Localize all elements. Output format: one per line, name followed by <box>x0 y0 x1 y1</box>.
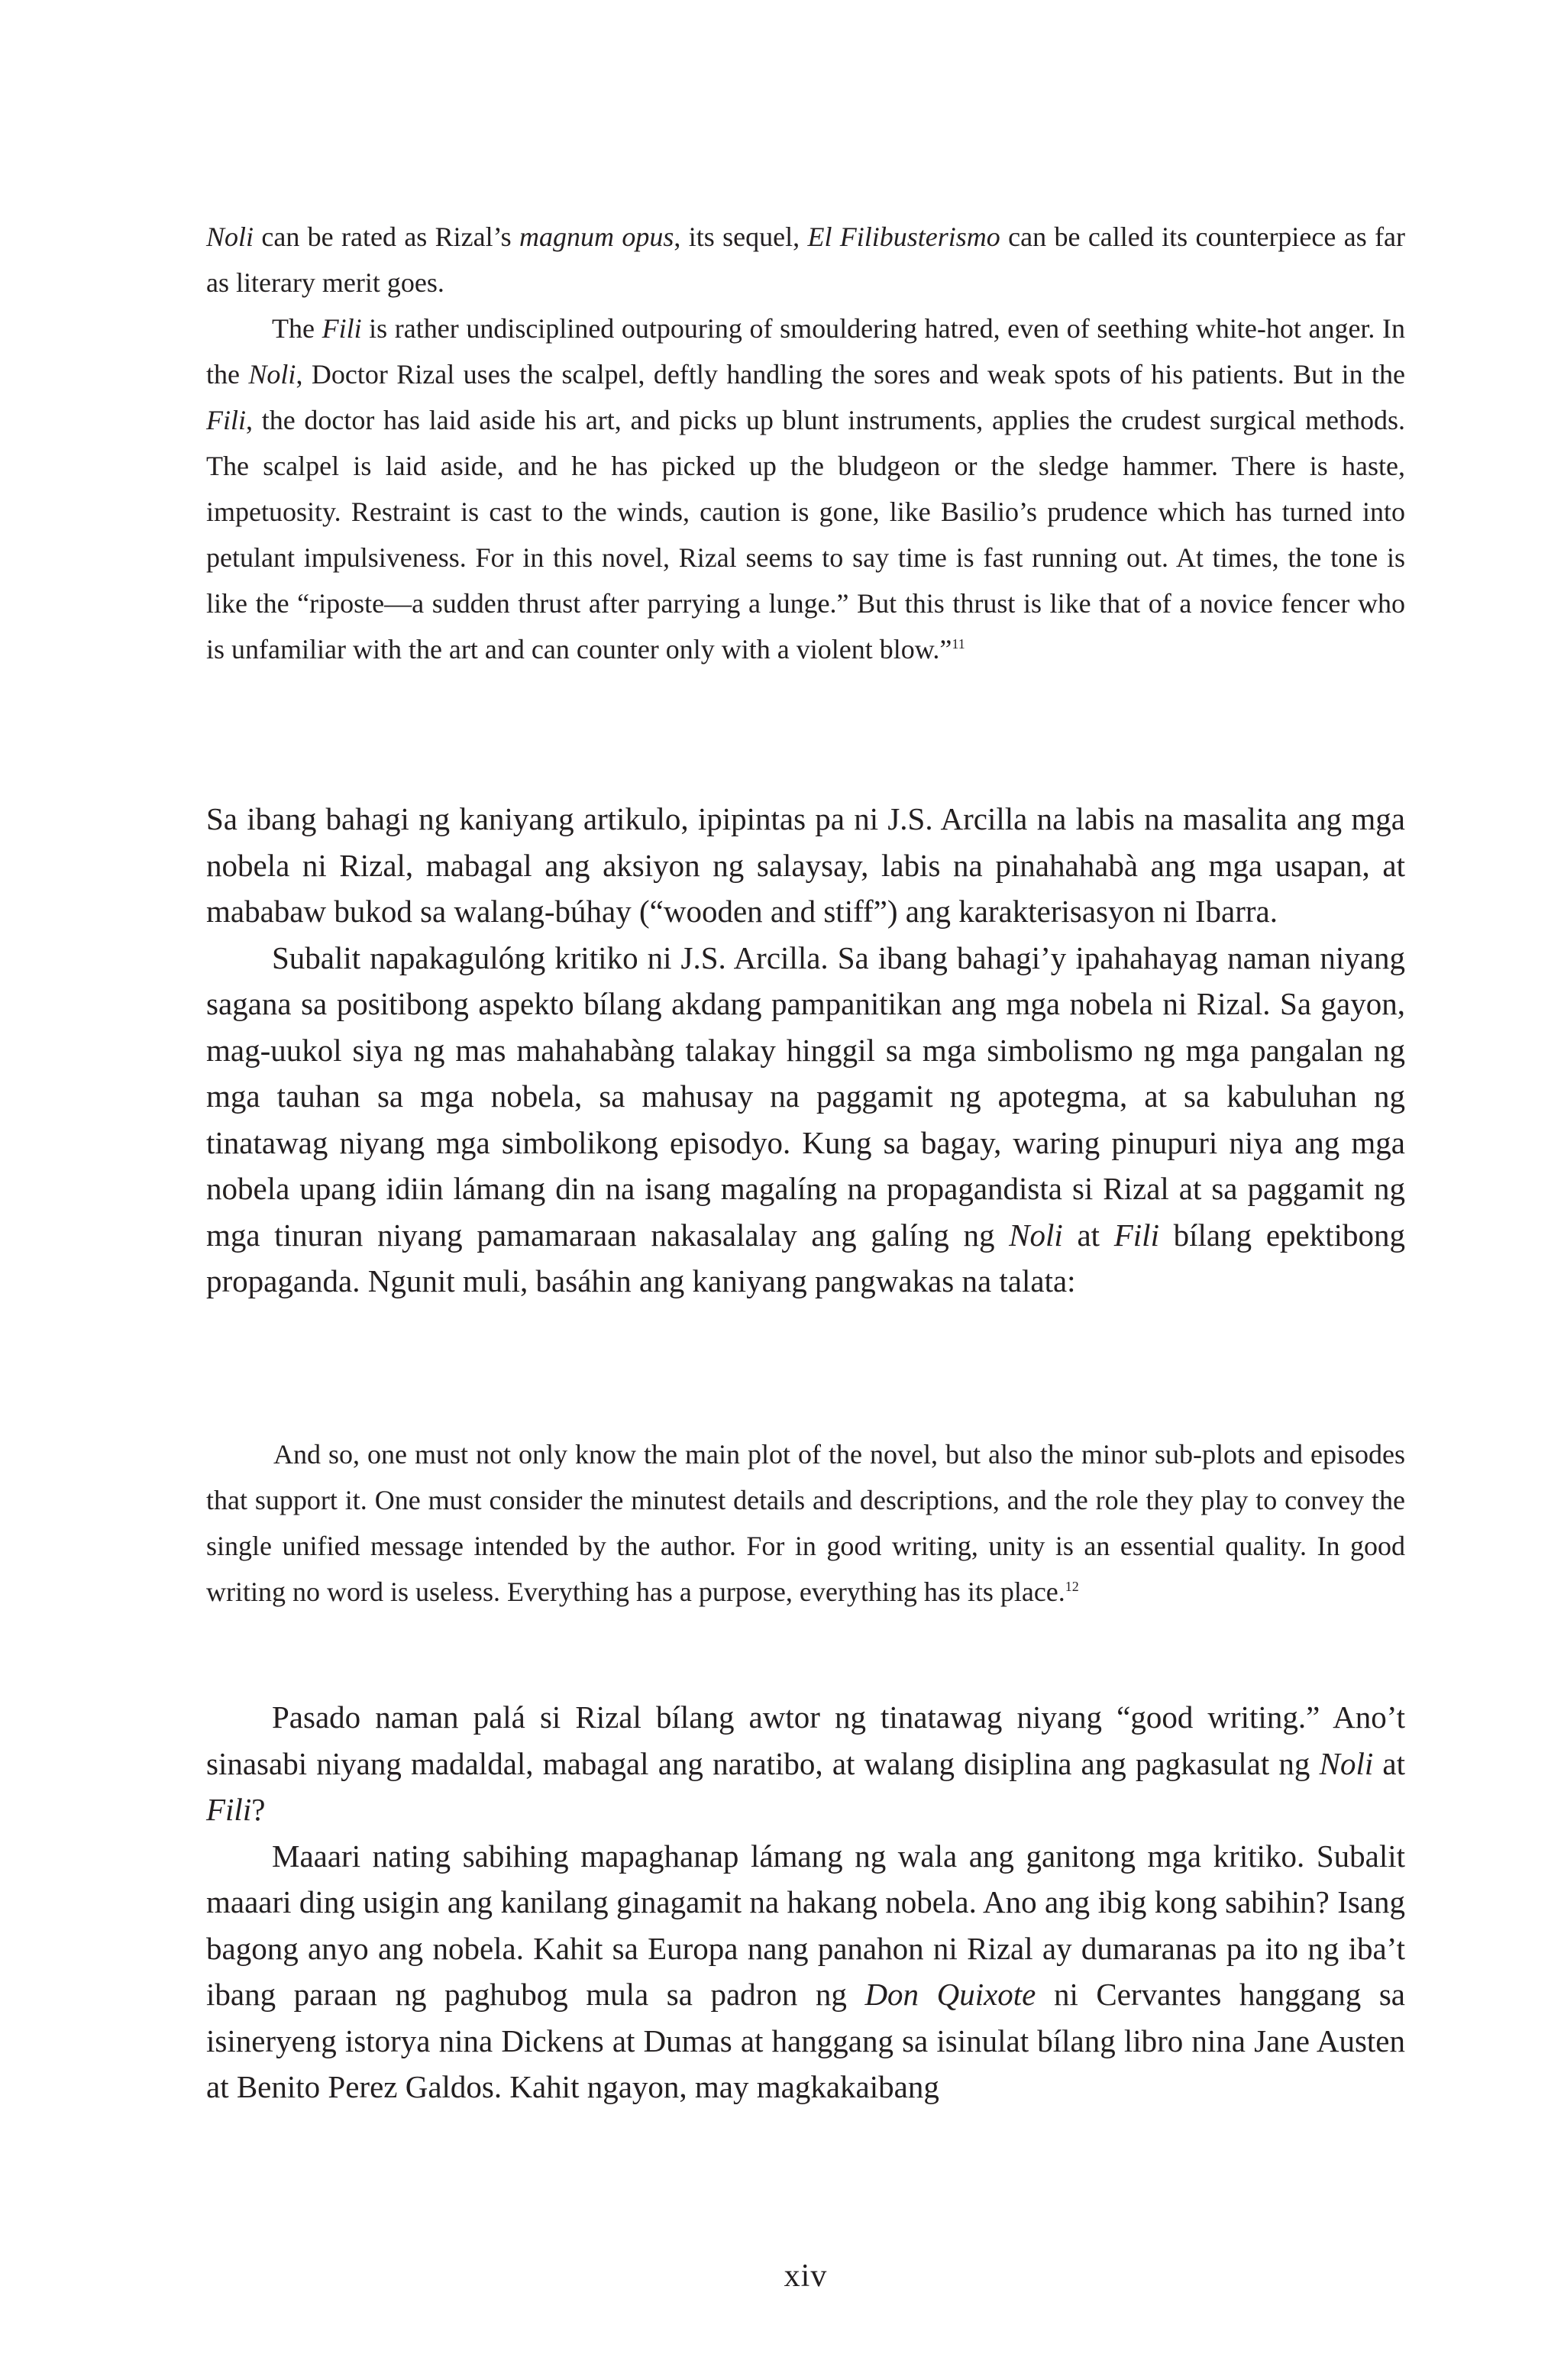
body-paragraph: Maaari nating sabihing mapaghanap lámang ng wala ang ganitong mga kritiko. Subalit maaari ding usigin ang kanilang ginagamit na hakang nobela. Ano ang ibig kong sabihin? Isang bagong anyo ang nobela. Kahit sa Europa nang panahon ni Rizal ay dumaranas pa ito ng iba’t ibang paraan ng paghubog mula sa padron ng Don Quixote ni Cervantes hanggang sa isineryeng istorya nina Dickens at Dumas at hanggang sa isinulat bílang libro nina Jane Austen at Benito Perez Galdos. Kahit ngayon, may magkakaibang <box>206 1838 1405 2104</box>
body-paragraph: Sa ibang bahagi ng kaniyang artikulo, ipipintas pa ni J.S. Arcilla na labis na masalita ang mga nobela ni Rizal, mabagal ang aksiyon ng salaysay, labis na pinahahabà ang mga usapan, at mababaw bukod sa walang-búhay (“wooden and stiff”) ang karakterisasyon ni Ibarra. <box>206 801 1405 929</box>
footnote-marker-12: 12 <box>1065 1579 1079 1594</box>
body-text-section-1 <box>206 796 1405 1305</box>
italic-title-fili: Fili <box>1113 1217 1159 1253</box>
quote-paragraph-1: Noli can be rated as Rizal’s magnum opus, its sequel, El Filibusterismo can be called its counterpiece as far as literary merit goes. <box>206 222 1406 298</box>
italic-title-el-filibusterismo: El Filibusterismo <box>807 222 1000 252</box>
italic-title-fili: Fili <box>322 313 362 344</box>
block-quote-conclusion <box>206 1431 1405 1615</box>
italic-title-fili: Fili <box>206 1792 252 1827</box>
body-paragraph: Subalit napakagulóng kritiko ni J.S. Arcilla. Sa ibang bahagi’y ipahahayag naman niyang sagana sa positibong aspekto bílang akdang pampanitikan ang mga nobela ni Rizal. Sa gayon, mag-uukol siya ng mas mahahabàng talakay hinggil sa mga simbolismo ng mga pangalan ng mga tauhan sa mga nobela, sa mahusay na paggamit ng apotegma, at sa kabuluhan ng tinatawag niyang mga simbolikong episodyo. Kung sa bagay, waring pinupuri niya ang mga nobela upang idiin lámang din na isang magalíng na propagandista si Rizal at sa paggamit ng mga tinuran niyang pamamaraan nakasalalay ang galíng ng Noli at Fili bílang epektibong propaganda. Ngunit muli, basáhin ang kaniyang pangwakas na talata: <box>206 939 1405 1298</box>
italic-magnum-opus: magnum opus <box>519 222 674 252</box>
italic-title-fili: Fili <box>206 405 246 435</box>
block-quote-arcilla <box>206 214 1405 672</box>
page-number: xiv <box>784 2259 828 2294</box>
italic-title-noli: Noli <box>206 222 254 252</box>
italic-title-don-quixote: Don Quixote <box>864 1977 1036 2012</box>
body-paragraph: Pasado naman palá si Rizal bílang awtor ng tinatawag niyang “good writing.” Ano’t sinasabi niyang madaldal, mabagal ang naratibo, at walang disiplina ang pagkasulat ng Noli at Fili? <box>206 1699 1405 1827</box>
quote-paragraph-2: The Fili is rather undisciplined outpouring of smouldering hatred, even of seething white-hot anger. In the Noli, Doctor Rizal uses the scalpel, deftly handling the sores and weak spots of his patients. But in the Fili, the doctor has laid aside his art, and picks up blunt instruments, applies the crudest surgical methods. The scalpel is laid aside, and he has picked up the bludgeon or the sledge hammer. There is haste, impetuosity. Restraint is cast to the winds, caution is gone, like Basilio’s prudence which has turned into petulant impulsiveness. For in this novel, Rizal seems to say time is fast running out. At times, the tone is like the “riposte—a sudden thrust after parrying a lunge.” But this thrust is like that of a novice fencer who is unfamiliar with the art and can counter only with a violent blow.”$^{11}$ <box>206 313 1406 665</box>
italic-title-noli: Noli <box>248 359 296 390</box>
book-page <box>206 0 1405 2380</box>
italic-title-noli: Noli <box>1009 1217 1063 1253</box>
quote-paragraph: And so, one must not only know the main plot of the novel, but also the minor sub-plots and episodes that support it. One must consider the minutest details and descriptions, and the role they play to convey the single unified message intended by the author. For in good writing, unity is an essential quality. In good writing no word is useless. Everything has a purpose, everything has its place.$^{12}$ <box>206 1439 1405 1607</box>
body-text-section-2 <box>206 1694 1405 2110</box>
footnote-marker-11: 11 <box>952 636 965 652</box>
italic-title-noli: Noli <box>1319 1745 1374 1781</box>
